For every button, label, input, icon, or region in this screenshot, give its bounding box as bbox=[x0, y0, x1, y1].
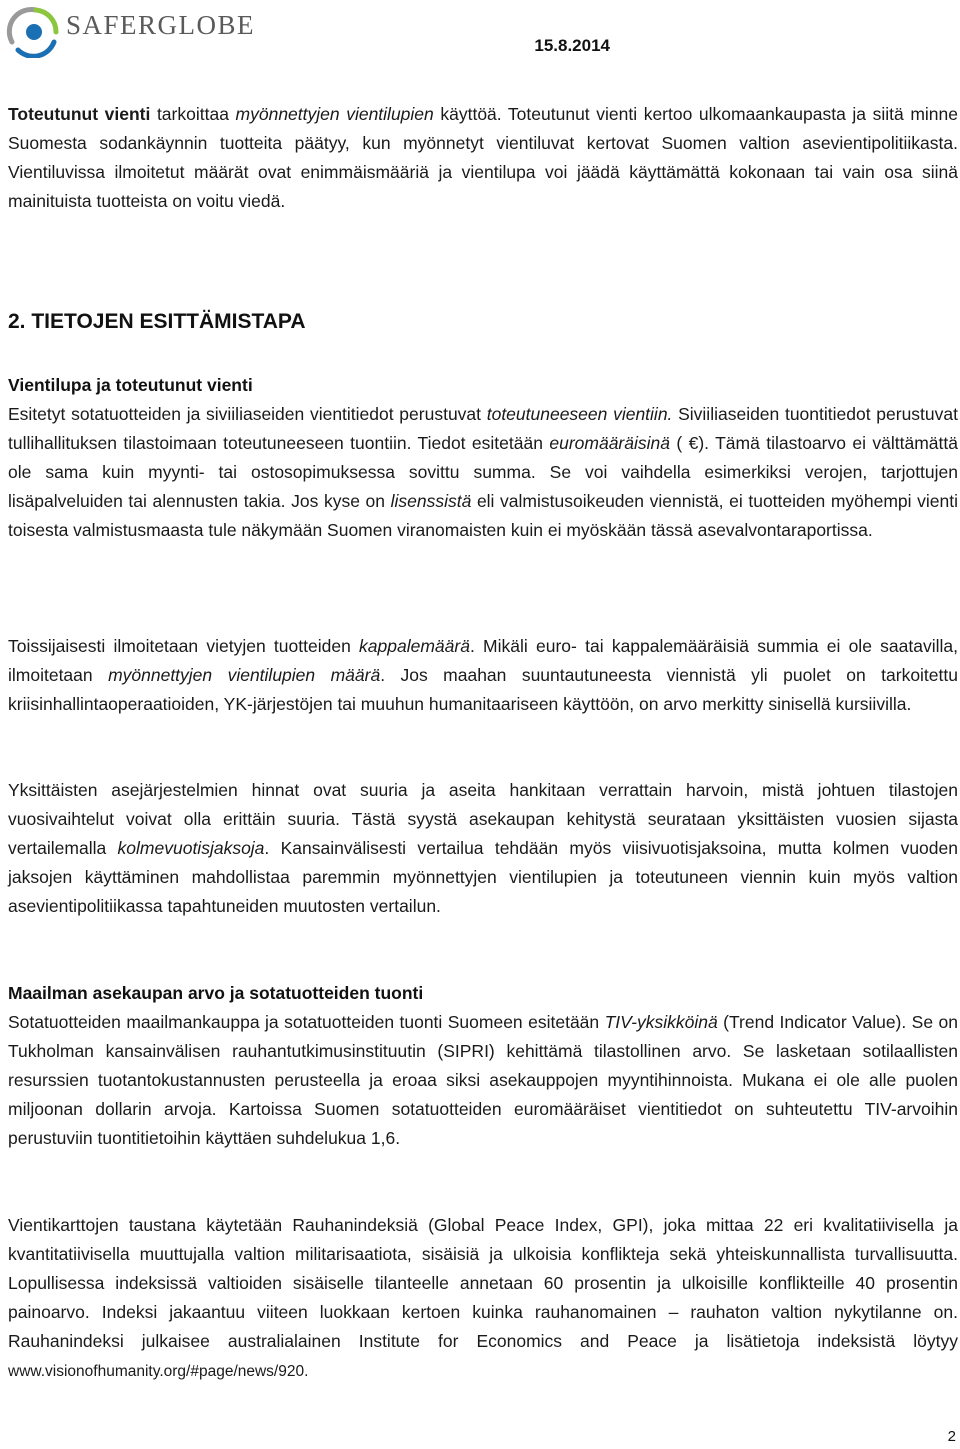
intro-italic-1: myönnettyjen vientilupien bbox=[235, 104, 434, 124]
p5-text-1: Vientikarttojen taustana käytetään Rauhanindeksiä (Global Peace Index, GPI), joka mittaa 22 eri kvalitatiivisella ja kvantitatiivisella muuttujalla valtion militarisaatiota, sisäisiä ja ulkoisia konflikteja sekä yhteiskunnallista turvallisuutta. Lopullisessa indeksissä valtioiden sisäiselle tilanteelle annetaan 60 prosentin ja ulkoisille konflikteille 40 prosentin painoarvo. Indeksi jakaantuu viiteen luokkaan kertoen kuinka rauhanomainen – rauhaton valtion nykytilanne on. Rauhanindeksi julkaisee australialainen Institute for Economics and Peace ja lisätietoja indeksistä löytyy bbox=[8, 1215, 958, 1351]
p4-text-1: Sotatuotteiden maailmankauppa ja sotatuotteiden tuonti Suomeen esitetään bbox=[8, 1012, 605, 1032]
intro-text-2: käyttöä. Toteutunut vienti kertoo ulkomaankaupasta ja siitä minne Suomesta sodankäynnin tuotteita päätyy, kun myönnetyt vientiluvat kertovat Suomen valtion asevientipolitiikasta. Vientiluvissa ilmoitetut määrät ovat enimmäismääriä ja vientilupa voi jäädä käyttämättä kokonaan tai vain osa siinä mainituista tuotteista on voitu viedä. bbox=[8, 104, 959, 211]
paragraph-three-year-periods bbox=[8, 776, 958, 921]
visionofhumanity-link[interactable]: www.visionofhumanity.org/#page/news/920. bbox=[8, 1363, 309, 1380]
p2-italic-2: myönnettyjen vientilupien määrä bbox=[108, 665, 381, 685]
p1-italic-1: toteutuneeseen vientiin. bbox=[486, 404, 673, 424]
p1-text-4: eli valmistusoikeuden viennistä, ei tuotteiden myöhempi vienti toisesta valmistusmaasta tule näkymään Suomen viranomaisten kuin ei myöskään tässä asevalvontaraportissa. bbox=[8, 491, 958, 540]
p3-text-1: Yksittäisten asejärjestelmien hinnat ovat suuria ja aseita hankitaan verrattain harvoin, mistä johtuen tilastojen vuosivaihtelut voivat olla erittäin suuria. Tästä syystä asekaupan kehitystä seurataan yksittäisten vuosien sijasta vertailemalla bbox=[8, 780, 958, 858]
intro-text-1: tarkoittaa bbox=[150, 104, 236, 124]
paragraph-quantity bbox=[8, 632, 958, 719]
paragraph-peace-index bbox=[8, 1211, 958, 1386]
brand-name: SAFERGLOBE bbox=[66, 10, 256, 40]
subheading-export-license: Vientilupa ja toteutunut vienti bbox=[8, 375, 253, 395]
p1-italic-3: lisenssistä bbox=[390, 491, 472, 511]
p2-text-2: . Mikäli euro- tai kappalemääräisiä summia ei ole saatavilla, ilmoitetaan bbox=[8, 636, 958, 685]
intro-lead: Toteutunut vienti bbox=[8, 104, 151, 124]
paragraph-tiv bbox=[8, 1008, 958, 1153]
subheading-world-arms-trade: Maailman asekaupan arvo ja sotatuotteiden tuonti bbox=[8, 983, 424, 1003]
paragraph-realized-export bbox=[8, 400, 958, 545]
page-header bbox=[0, 0, 960, 70]
p4-italic-1: TIV-yksikköinä bbox=[604, 1012, 718, 1032]
p3-text-2: . Kansainvälisesti vertailua tehdään myös viisivuotisjaksoina, mutta kolmen vuoden jaksojen käyttäminen mahdollistaa paremmin myönnettyjen vientilupien ja toteutuneen viennin kuin myös valtion asevientipolitiikassa tapahtuneiden muutosten vertailun. bbox=[8, 838, 958, 916]
p2-text-1: Toissijaisesti ilmoitetaan vietyjen tuotteiden bbox=[8, 636, 360, 656]
header-date: 15.8.2014 bbox=[534, 36, 610, 55]
p1-text-2: Siviiliaseiden tuontitiedot perustuvat tullihallituksen tilastoimaan toteutuneeseen tuontiin. Tiedot esitetään bbox=[8, 404, 958, 453]
p1-italic-2: euromääräisinä bbox=[549, 433, 670, 453]
p3-italic-1: kolmevuotisjaksoja bbox=[117, 838, 265, 858]
saferglobe-logo-icon bbox=[6, 2, 62, 58]
p4-text-2: (Trend Indicator Value). Se on Tukholman kansainvälisen rauhantutkimusinstituutin (SIPRI) kehittämä tilastollinen arvo. Se lasketaan sotilaallisten resurssien tuotantokustannusten perusteella ja eroaa siksi asekauppojen myyntihinnoista. Mukana ei ole alle puolen miljoonan dollarin arvoja. Kartoissa Suomen sotatuotteiden euromääräiset vientitiedot on suhteutettu TIV-arvoihin perustuviin tuontitietoihin käyttäen suhdelukua 1,6. bbox=[8, 1012, 959, 1148]
intro-paragraph bbox=[8, 100, 958, 216]
page-number: 2 bbox=[947, 1428, 956, 1445]
p1-text-3: ( €). Tämä tilastoarvo ei välttämättä ole sama kuin myynti- tai ostosopimuksessa sovittu summa. Se voi vaihdella esimerkiksi verojen, tarjottujen lisäpalveluiden tai alennusten takia. Jos kyse on bbox=[8, 433, 958, 511]
p1-text-1: Esitetyt sotatuotteiden ja siviiliaseiden vientitiedot perustuvat bbox=[8, 404, 487, 424]
section-title: 2. TIETOJEN ESITTÄMISTAPA bbox=[8, 310, 306, 333]
p2-italic-1: kappalemäärä bbox=[359, 636, 470, 656]
p2-text-3: . Jos maahan suuntautuneesta viennistä yli puolet on tarkoitettu kriisinhallintaoperaatioiden, YK-järjestöjen tai muuhun humanitaariseen käyttöön, on arvo merkitty sinisellä kursiivilla. bbox=[8, 665, 958, 714]
